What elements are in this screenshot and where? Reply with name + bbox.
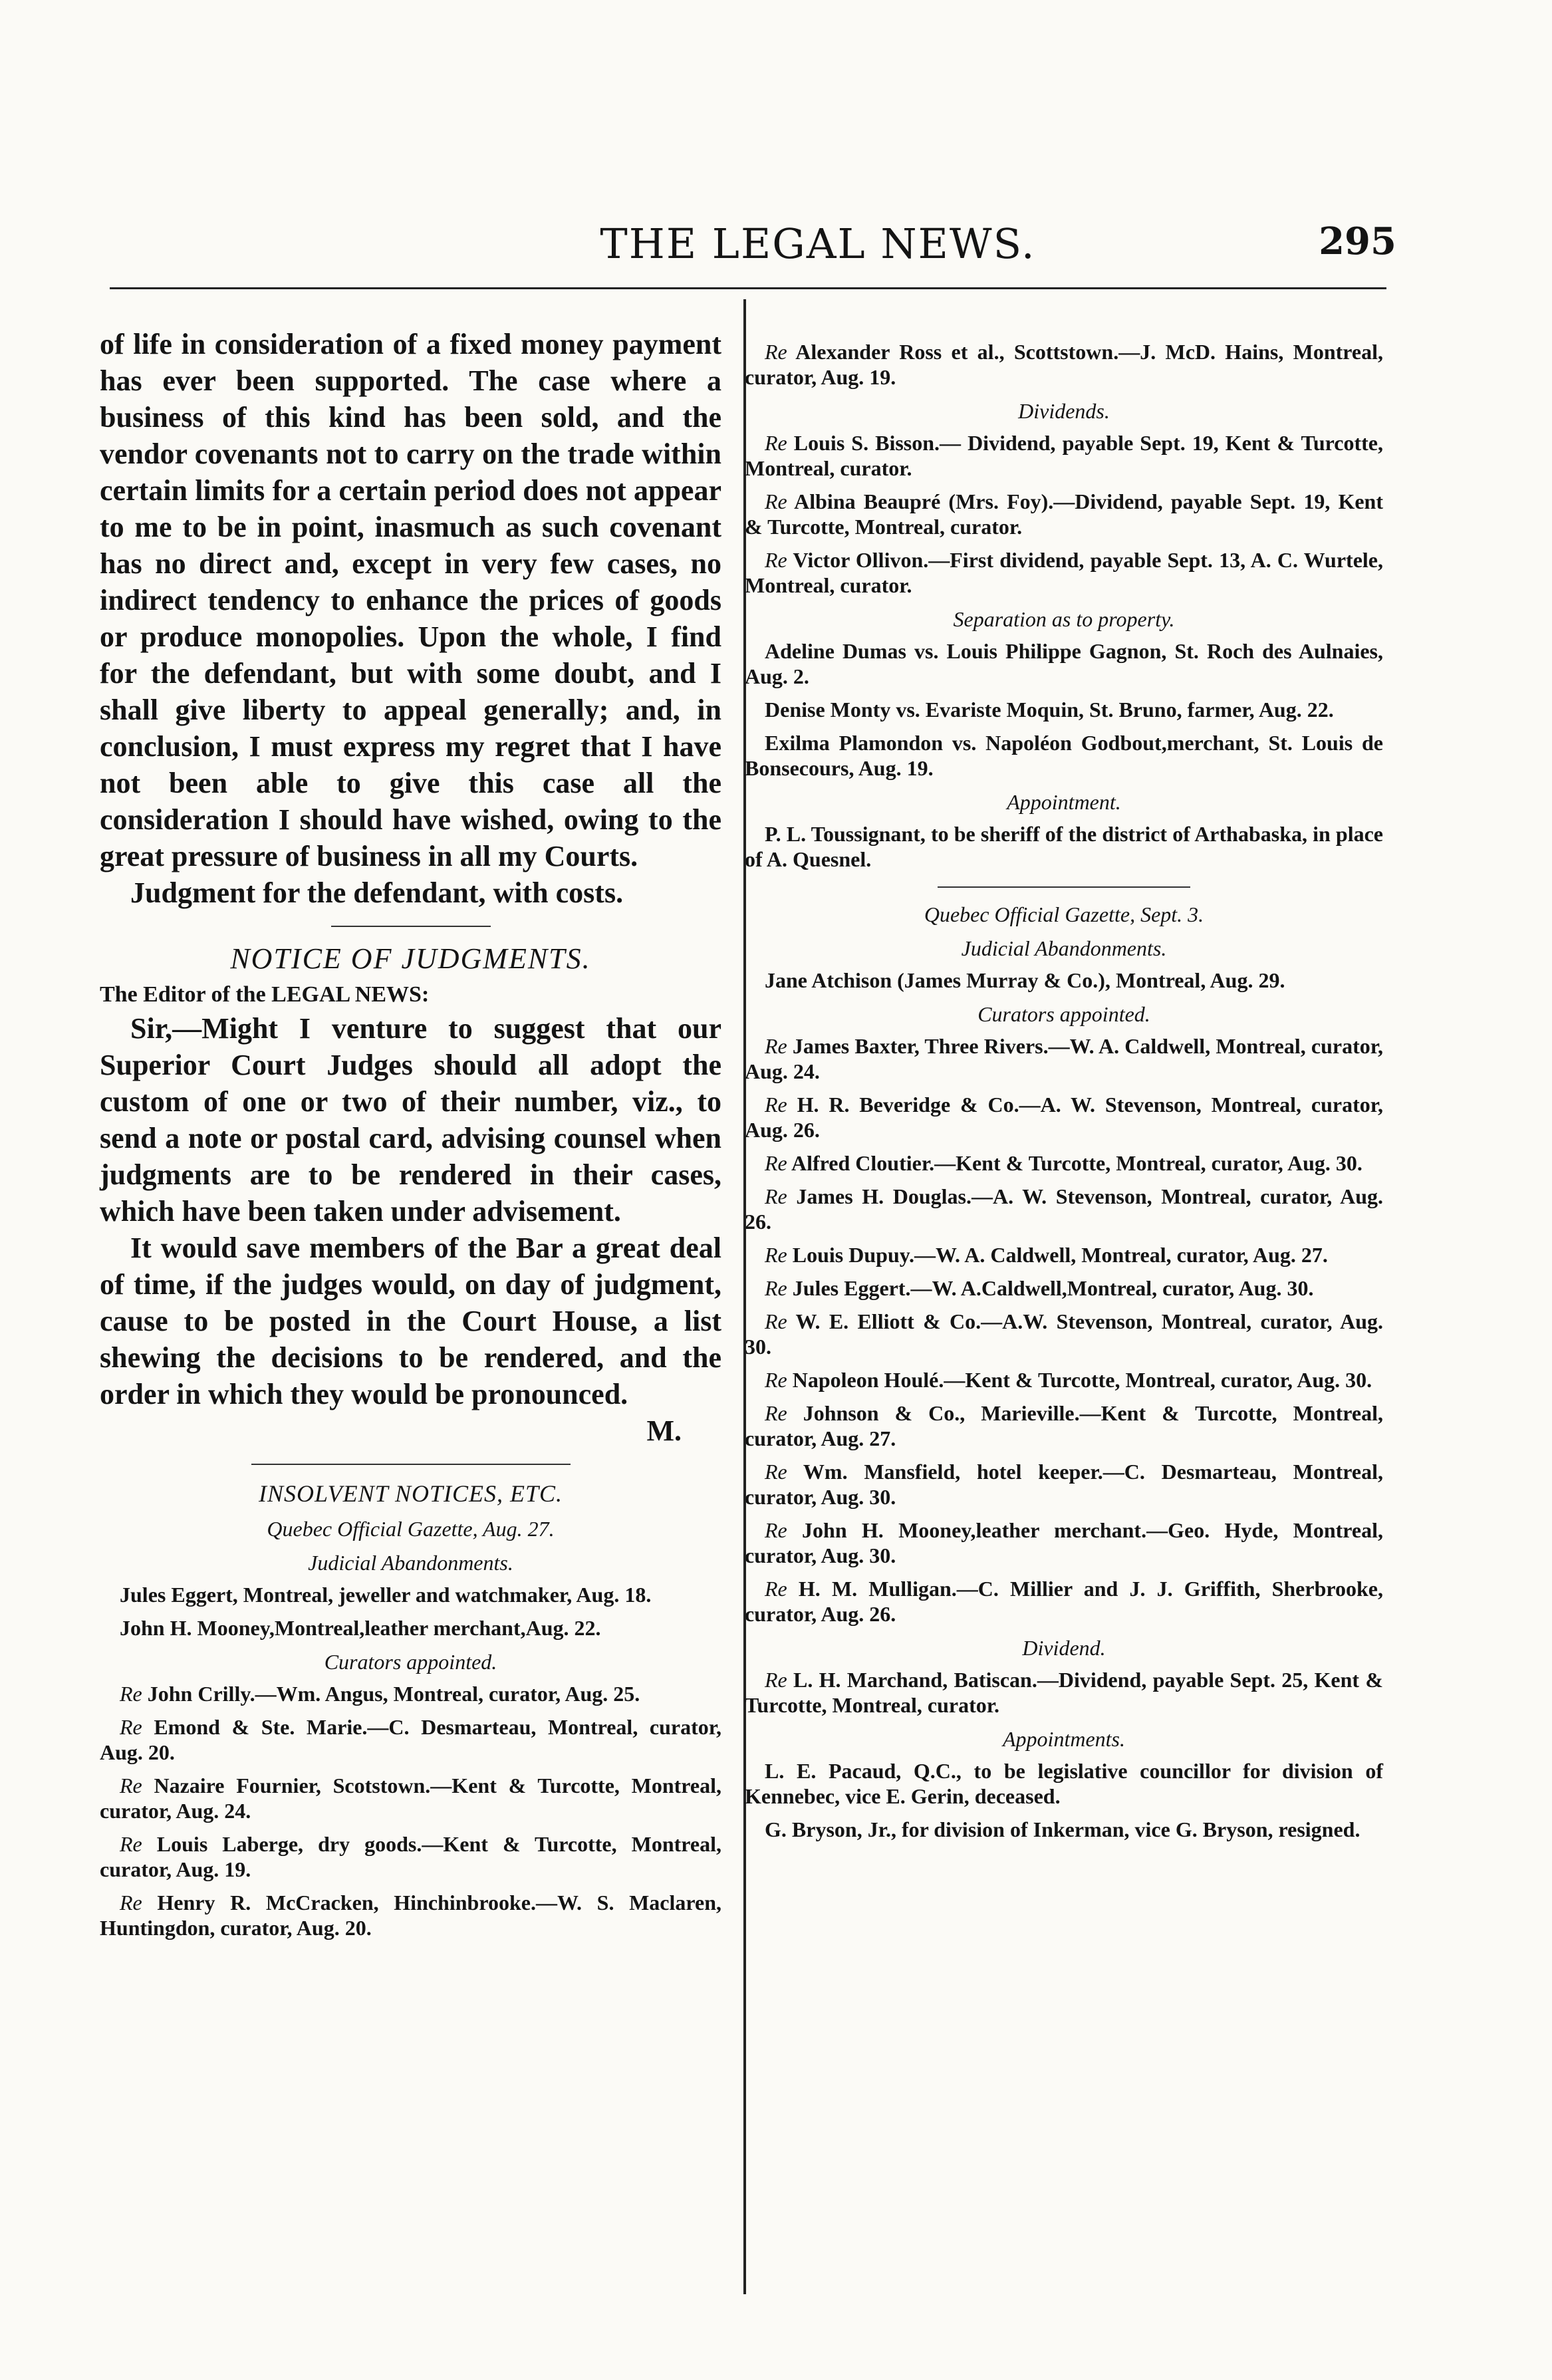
list-item — [745, 1518, 1383, 1568]
judicial-abandonments-heading: Judicial Abandonments. — [308, 1551, 513, 1575]
list-item: Jane Atchison (James Murray & Co.), Montreal, Aug. 29. — [765, 968, 1285, 992]
separation-heading: Separation as to property. — [953, 607, 1175, 631]
dividend-heading: Dividend. — [1022, 1636, 1106, 1660]
entry-text: Louis Laberge, dry goods.—Kent & Turcotte, Montreal, curator, Aug. 19. — [100, 1832, 721, 1881]
entry-text: L. H. Marchand, Batiscan.—Dividend, payable Sept. 25, Kent & Turcotte, Montreal, curator. — [745, 1668, 1384, 1717]
entry-text: John Crilly.—Wm. Angus, Montreal, curator, Aug. 25. — [147, 1682, 640, 1706]
entry-text: H. R. Beveridge & Co.—A. W. Stevenson, Montreal, curator, Aug. 26. — [745, 1093, 1384, 1142]
re-prefix: Re — [765, 1309, 787, 1333]
list-item — [745, 1459, 1383, 1510]
re-prefix: Re — [765, 1243, 787, 1267]
section-rule — [251, 1464, 571, 1465]
entry-text: Jules Eggert.—W. A.Caldwell,Montreal, curator, Aug. 30. — [792, 1276, 1314, 1300]
re-prefix: Re — [120, 1682, 142, 1706]
list-item — [745, 1184, 1383, 1234]
list-item — [745, 1667, 1383, 1718]
appointments-heading: Appointments. — [1003, 1727, 1125, 1751]
gazette-date: Quebec Official Gazette, Sept. 3. — [924, 902, 1204, 926]
header-rule — [110, 287, 1386, 289]
list-item — [745, 489, 1383, 539]
left-column — [100, 326, 721, 1948]
page-number: 295 — [1319, 219, 1396, 263]
entry-text: H. M. Mulligan.—C. Millier and J. J. Griffith, Sherbrooke, curator, Aug. 26. — [745, 1577, 1384, 1626]
editor-line: The Editor of the LEGAL NEWS: — [100, 982, 430, 1007]
list-item — [100, 1890, 721, 1940]
list-item — [100, 1681, 721, 1706]
list-item — [745, 1242, 1383, 1267]
list-item — [745, 1033, 1383, 1084]
re-prefix: Re — [765, 1518, 787, 1542]
entry-text: Nazaire Fournier, Scotstown.—Kent & Turcotte, Montreal, curator, Aug. 24. — [100, 1774, 722, 1823]
re-prefix: Re — [765, 1151, 787, 1175]
re-prefix: Re — [765, 548, 787, 572]
list-item: Denise Monty vs. Evariste Moquin, St. Bruno, farmer, Aug. 22. — [765, 698, 1334, 722]
insolvent-heading: INSOLVENT NOTICES, ETC. — [258, 1480, 563, 1507]
list-item — [745, 1275, 1383, 1301]
entry-text: Victor Ollivon.—First dividend, payable Sept. 13, A. C. Wurtele, Montreal, curator. — [745, 548, 1384, 597]
signature: M. — [646, 1414, 682, 1447]
entry-text: Alexander Ross et al., Scottstown.—J. McD. Hains, Montreal, curator, Aug. 19. — [745, 340, 1383, 389]
entry-text: Henry R. McCracken, Hinchinbrooke.—W. S. Maclaren, Huntingdon, curator, Aug. 20. — [100, 1891, 722, 1940]
list-item: John H. Mooney,Montreal,leather merchant,Aug. 22. — [120, 1616, 601, 1640]
list-item: Adeline Dumas vs. Louis Philippe Gagnon, St. Roch des Aulnaies, Aug. 2. — [745, 639, 1383, 688]
list-item — [745, 1309, 1383, 1359]
re-prefix: Re — [765, 431, 787, 455]
list-item — [745, 1400, 1383, 1451]
list-item — [745, 339, 1383, 390]
entry-text: Louis Dupuy.—W. A. Caldwell, Montreal, curator, Aug. 27. — [792, 1243, 1328, 1267]
list-item — [745, 1367, 1383, 1392]
list-item — [745, 547, 1383, 598]
re-prefix: Re — [765, 1276, 787, 1300]
list-item: Jules Eggert, Montreal, jeweller and watchmaker, Aug. 18. — [120, 1583, 652, 1607]
letter-paragraph-1: Sir,—Might I venture to suggest that our Superior Court Judges should all adopt the custom of one or two of their number, viz., to send a note or postal card, advising counsel when judgments are to be rendered in their cases, which have been taken under advisement. — [100, 1012, 721, 1228]
re-prefix: Re — [765, 1577, 787, 1601]
re-prefix: Re — [765, 340, 787, 364]
opening-paragraph: of life in consideration of a fixed money payment has ever been supported. The case where a business of this kind has been sold, and the vendor covenants not to carry on the trade within certain limits for a certain period does not appear to me to be in point, inasmuch as such covenant has no direct and, except in very few cases, no indirect tendency to enhance the prices of goods or produce monopolies. Upon the whole, I find for the defendant, but with some doubt, and I shall give liberty to appeal generally; and, in conclusion, I must express my regret that I have not been able to give this case all the consideration I should have wished, owing to the great pressure of business in all my Courts. — [100, 328, 721, 872]
list-item: G. Bryson, Jr., for division of Inkerman, vice G. Bryson, resigned. — [765, 1817, 1360, 1841]
list-item: L. E. Pacaud, Q.C., to be legislative councillor for division of Kennebec, vice E. Gerin, deceased. — [745, 1759, 1383, 1808]
judgment-line: Judgment for the defendant, with costs. — [130, 876, 624, 909]
section-rule — [331, 926, 491, 927]
re-prefix: Re — [120, 1715, 142, 1739]
re-prefix: Re — [765, 1460, 787, 1484]
entry-text: Johnson & Co., Marieville.—Kent & Turcotte, Montreal, curator, Aug. 27. — [745, 1401, 1384, 1450]
signature-row — [100, 1412, 721, 1449]
re-prefix: Re — [765, 1668, 787, 1692]
re-prefix: Re — [765, 1034, 787, 1058]
entry-text: Emond & Ste. Marie.—C. Desmarteau, Montreal, curator, Aug. 20. — [100, 1715, 722, 1764]
journal-title: THE LEGAL NEWS. — [600, 219, 1036, 268]
section-rule — [938, 886, 1190, 888]
list-item — [745, 1092, 1383, 1142]
right-column — [745, 339, 1383, 1850]
re-prefix: Re — [120, 1832, 142, 1856]
entry-text: Albina Beaupré (Mrs. Foy).—Dividend, payable Sept. 19, Kent & Turcotte, Montreal, curator. — [745, 489, 1384, 539]
list-item — [100, 1831, 721, 1882]
list-item — [745, 1150, 1383, 1176]
appointment-heading: Appointment. — [1007, 790, 1121, 814]
entry-text: W. E. Elliott & Co.—A.W. Stevenson, Montreal, curator, Aug. 30. — [745, 1309, 1384, 1359]
entry-text: Napoleon Houlé.—Kent & Turcotte, Montreal, curator, Aug. 30. — [792, 1368, 1372, 1392]
gazette-date: Quebec Official Gazette, Aug. 27. — [267, 1517, 555, 1541]
list-item — [745, 1576, 1383, 1627]
dividends-heading: Dividends. — [1018, 399, 1110, 423]
re-prefix: Re — [120, 1774, 142, 1797]
curators-heading: Curators appointed. — [977, 1002, 1150, 1026]
entry-text: Wm. Mansfield, hotel keeper.—C. Desmarteau, Montreal, curator, Aug. 30. — [745, 1460, 1383, 1509]
notice-heading: NOTICE OF JUDGMENTS. — [230, 942, 591, 975]
list-item: P. L. Toussignant, to be sheriff of the district of Arthabaska, in place of A. Quesnel. — [745, 822, 1383, 871]
re-prefix: Re — [765, 1093, 787, 1117]
re-prefix: Re — [765, 1184, 787, 1208]
entry-text: Alfred Cloutier.—Kent & Turcotte, Montreal, curator, Aug. 30. — [791, 1151, 1362, 1175]
re-prefix: Re — [765, 1368, 787, 1392]
page-header — [100, 219, 1396, 279]
judicial-abandonments-heading: Judicial Abandonments. — [961, 936, 1167, 960]
curators-heading: Curators appointed. — [324, 1650, 497, 1674]
re-prefix: Re — [765, 1401, 787, 1425]
entry-text: Louis S. Bisson.— Dividend, payable Sept. 19, Kent & Turcotte, Montreal, curator. — [745, 431, 1384, 480]
re-prefix: Re — [765, 489, 787, 513]
letter-paragraph-2: It would save members of the Bar a great deal of time, if the judges would, on day of judgment, cause to be posted in the Court House, a list shewing the decisions to be rendered, and the order in which they would be pronounced. — [100, 1232, 721, 1410]
list-item: Exilma Plamondon vs. Napoléon Godbout,merchant, St. Louis de Bonsecours, Aug. 19. — [745, 731, 1383, 780]
entry-text: John H. Mooney,leather merchant.—Geo. Hyde, Montreal, curator, Aug. 30. — [745, 1518, 1384, 1567]
list-item — [100, 1773, 721, 1823]
re-prefix: Re — [120, 1891, 142, 1915]
list-item — [745, 430, 1383, 481]
entry-text: James H. Douglas.—A. W. Stevenson, Montreal, curator, Aug. 26. — [745, 1184, 1384, 1234]
list-item — [100, 1714, 721, 1765]
entry-text: James Baxter, Three Rivers.—W. A. Caldwell, Montreal, curator, Aug. 24. — [745, 1034, 1384, 1083]
